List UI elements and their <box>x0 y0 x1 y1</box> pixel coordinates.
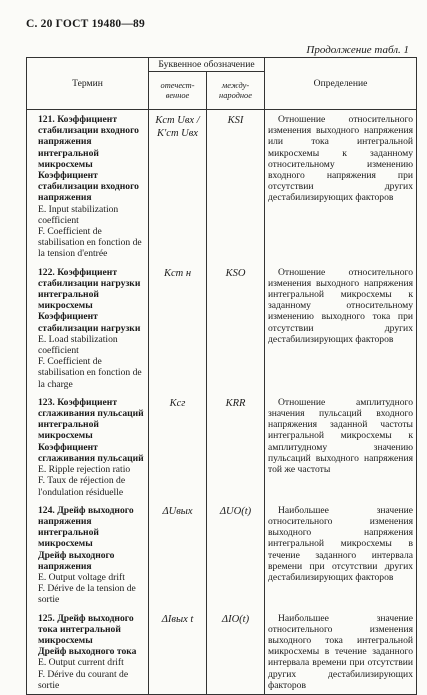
col-domestic-text: отечест- венное <box>160 80 195 100</box>
definition-text: Наибольшее значение относительного изменения выходного тока интегральной микросхемы в течение заданного интервала времени при отсутствии других дестабилизирующих факторов <box>268 612 413 691</box>
continuation-label: Продолжение табл. 1 <box>306 44 409 56</box>
term-cell <box>27 501 149 609</box>
definition-text: Отношение относительного изменения выходного напряжения или тока интегральной микросхемы к заданному относительному изменению входного напряжения при отсутствии других дестабилизирующих факторов <box>268 114 413 204</box>
term-en: E. Output current drift <box>38 657 124 669</box>
col-domestic-header <box>149 72 207 110</box>
table-row <box>27 501 417 609</box>
table-row <box>27 110 417 263</box>
term-fr: F. Coefficient de stabilisation en fonction de la charge <box>38 356 142 390</box>
term-ru <box>30 505 145 550</box>
definition-cell <box>265 501 417 609</box>
term-cell <box>27 393 149 501</box>
term-synonym: Коэффициент сглаживания пульсаций <box>38 441 144 464</box>
term-fr: F. Coefficient de stabilisation en fonction de la tension d'entrée <box>38 226 142 260</box>
symbol-international: ΔIO(t) <box>207 609 265 695</box>
term-fr: F. Dérive du courant de sortie <box>38 668 129 691</box>
term-ru <box>30 114 145 170</box>
definition-cell <box>265 263 417 393</box>
table-row <box>27 393 417 501</box>
page-header: С. 20 ГОСТ 19480—89 <box>26 18 145 30</box>
term-en: E. Load stabilization coefficient <box>38 333 118 357</box>
term-en: E. Output voltage drift <box>38 571 125 583</box>
symbol-international: ΔUO(t) <box>207 501 265 609</box>
term-cell <box>27 609 149 695</box>
symbol-domestic: Kст н <box>149 263 207 393</box>
term-en: E. Input stabilization coefficient <box>38 203 119 226</box>
term-number: 122. <box>38 266 55 278</box>
definition-text: Отношение амплитудного значения пульсаций входного напряжения заданной частоты интегральной микросхемы к амплитудному значению пульсаций выходного напряжения той же частоты <box>268 396 413 476</box>
table-row <box>27 609 417 695</box>
term-fr: F. Dérive de la tension de sortie <box>38 583 136 606</box>
term-cell <box>27 263 149 393</box>
term-ru <box>30 613 145 647</box>
term-en: E. Ripple rejection ratio <box>38 464 131 476</box>
term-ru-text: Коэффициент стабилизации входного напряжения интегральной микросхемы <box>38 114 139 170</box>
col-letter-designation-header: Буквенное обозначение <box>149 58 265 72</box>
definition-cell <box>265 609 417 695</box>
symbol-domestic: Kст Uвх / K'ст Uвх <box>149 110 207 263</box>
symbol-domestic: ΔUвых <box>149 501 207 609</box>
term-ru-text: Коэффициент сглаживания пульсаций интегральной микросхемы <box>38 396 144 442</box>
symbol-international: KSI <box>207 110 265 263</box>
col-international-header <box>207 72 265 110</box>
definition-text: Отношение относительного изменения выходного напряжения интегральной микросхемы к заданному относительному изменению выходного тока при отсутствии других дестабилизирующих факторов <box>268 266 413 345</box>
term-ru-text: Коэффициент стабилизации нагрузки интегральной микросхемы <box>38 266 141 312</box>
term-ru <box>30 267 145 312</box>
term-number: 124. <box>38 504 55 516</box>
definition-text: Наибольшее значение относительного изменения выходного напряжения интегральной микросхемы в течение заданного интервала времени при отсутствии других дестабилизирующих факторов <box>268 504 413 583</box>
term-synonym: Дрейф выходного напряжения <box>38 549 115 572</box>
symbol-domestic: ΔIвых t <box>149 609 207 695</box>
term-synonym: Коэффициент стабилизации входного напряжения <box>38 170 139 204</box>
table-row <box>27 263 417 393</box>
term-cell <box>27 110 149 263</box>
col-international-text: между- народное <box>219 80 252 100</box>
term-ru-text: Дрейф выходного напряжения интегральной микросхемы <box>38 504 134 550</box>
symbol-international: KSO <box>207 263 265 393</box>
term-ru <box>30 397 145 442</box>
col-term-header: Термин <box>27 58 149 110</box>
term-synonym: Коэффициент стабилизации нагрузки <box>38 311 141 334</box>
definition-cell <box>265 393 417 501</box>
term-number: 121. <box>38 114 55 125</box>
term-number: 125. <box>38 612 55 624</box>
col-definition-header: Определение <box>265 58 417 110</box>
term-ru-text: Дрейф выходного тока интегральной микросхемы <box>38 612 134 646</box>
term-fr: F. Taux de réjection de l'ondulation résiduelle <box>38 475 126 498</box>
symbol-domestic: Kсг <box>149 393 207 501</box>
symbol-international: KRR <box>207 393 265 501</box>
term-synonym: Дрейф выходного тока <box>38 646 137 658</box>
term-number: 123. <box>38 396 55 408</box>
definition-cell <box>265 110 417 263</box>
terms-table <box>26 57 417 695</box>
